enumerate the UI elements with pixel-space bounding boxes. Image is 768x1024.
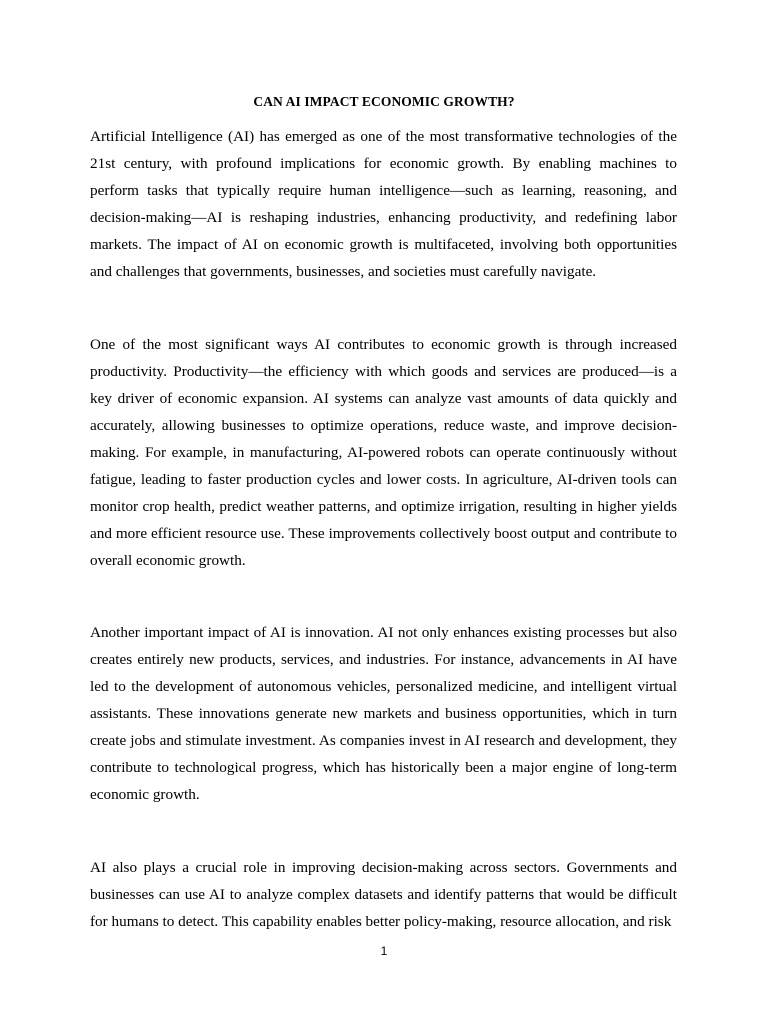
paragraph-innovation: Another important impact of AI is innovation. AI not only enhances existing processes but also creates entirely new products, services, and industries. For instance, advancements in AI have led to the development of autonomous vehicles, personalized medicine, and intelligent virtual assistants. These innovations generate new markets and business opportunities, which in turn create jobs and stimulate investment. As companies invest in AI research and development, they contribute to technological progress, which has historically been a major engine of long-term economic growth. xyxy=(90,624,677,803)
paragraph-productivity: One of the most significant ways AI contributes to economic growth is through increased productivity. Productivity—the efficiency with which goods and services are produced—is a key driver of economic expansion. AI systems can analyze vast amounts of data quickly and accurately, allowing businesses to optimize operations, reduce waste, and improve decision-making. For example, in manufacturing, AI-powered robots can operate continuously without fatigue, leading to faster production cycles and lower costs. In agriculture, AI-driven tools can monitor crop health, predict weather patterns, and optimize irrigation, resulting in higher yields and more efficient resource use. These improvements collectively boost output and contribute to overall economic growth. xyxy=(90,336,677,569)
page-number: 1 xyxy=(380,944,388,958)
paragraph-intro: Artificial Intelligence (AI) has emerged as one of the most transformative technologies of the 21st century, with profound implications for economic growth. By enabling machines to perform tasks that typically require human intelligence—such as learning, reasoning, and decision-making—AI is reshaping industries, enhancing productivity, and redefining labor markets. The impact of AI on economic growth is multifaceted, involving both opportunities and challenges that governments, businesses, and societies must carefully navigate. xyxy=(90,128,677,280)
paragraph-decision-making: AI also plays a crucial role in improving decision-making across sectors. Governments and businesses can use AI to analyze complex datasets and identify patterns that would be difficult for humans to detect. This capability enables better policy-making, resource allocation, and risk xyxy=(90,859,677,930)
document-title: CAN AI IMPACT ECONOMIC GROWTH? xyxy=(253,94,515,109)
